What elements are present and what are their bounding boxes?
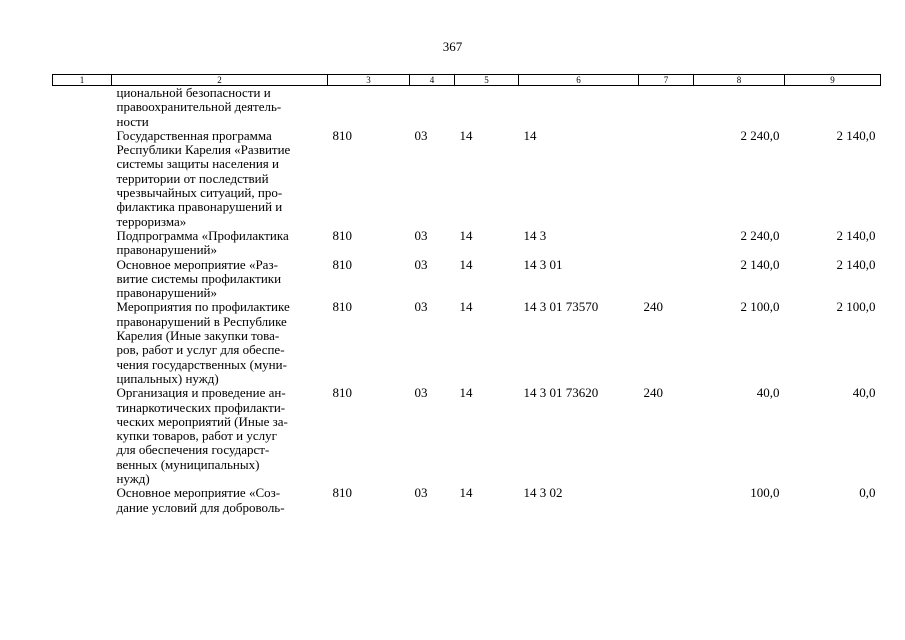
- column-number: 6: [519, 75, 639, 86]
- row-name-line: правонарушений в Республике: [116, 313, 287, 329]
- row-name-cell: [112, 300, 328, 386]
- admin-code-cell: 810: [332, 256, 352, 272]
- expense-type-cell: [639, 229, 694, 258]
- amount-year1-cell: 2 140,0: [740, 256, 780, 272]
- amount-year1-cell: 100,0: [750, 485, 780, 501]
- row-name-line: нужд): [116, 471, 150, 487]
- row-name-line: Основное мероприятие «Соз-: [116, 485, 281, 501]
- row-name-cell: [112, 486, 328, 515]
- row-name-line: терроризма»: [116, 213, 187, 229]
- row-name-cell: [112, 258, 328, 301]
- row-index-cell: [53, 229, 112, 258]
- column-number: 2: [112, 75, 328, 86]
- amount-year1-cell: 2 100,0: [740, 299, 780, 315]
- target-article-cell: 14 3 01 73620: [523, 385, 599, 401]
- subsection-cell: [455, 86, 519, 129]
- table-row: [53, 129, 881, 229]
- row-name-line: ческих мероприятий (Иные за-: [116, 413, 288, 429]
- column-number: 4: [410, 75, 455, 86]
- amount-year2-cell: 2 140,0: [836, 256, 876, 272]
- expense-type-cell: [639, 129, 694, 229]
- row-name-line: Организация и проведение ан-: [116, 385, 286, 401]
- row-name-line: витие системы профилактики: [116, 270, 282, 286]
- expense-type-cell: 240: [643, 385, 663, 401]
- row-name-line: тинаркотических профилакти-: [116, 399, 286, 415]
- row-name-line: правоохранительной деятель-: [116, 99, 282, 115]
- row-name-line: чрезвычайных ситуаций, про-: [116, 185, 283, 201]
- row-name-line: системы защиты населения и: [116, 156, 279, 172]
- amount-year2-cell: 2 100,0: [836, 299, 876, 315]
- amount-year2-cell: 2 140,0: [836, 127, 876, 143]
- amount-year2-cell: 0,0: [859, 485, 876, 501]
- table-row: [53, 486, 881, 515]
- row-name-cell: [112, 386, 328, 486]
- row-index-cell: [53, 386, 112, 486]
- row-name-cell: [112, 86, 328, 129]
- admin-code-cell: [328, 86, 410, 129]
- admin-code-cell: 810: [332, 385, 352, 401]
- row-index-cell: [53, 258, 112, 301]
- table-row: [53, 300, 881, 386]
- target-article-cell: 14 3 02: [523, 485, 563, 501]
- admin-code-cell: 810: [332, 299, 352, 315]
- admin-code-cell: 810: [332, 227, 352, 243]
- subsection-cell: 14: [459, 227, 473, 243]
- subsection-cell: 14: [459, 385, 473, 401]
- column-number: 8: [694, 75, 785, 86]
- amount-year1-cell: 2 240,0: [740, 227, 780, 243]
- section-cell: 03: [414, 127, 428, 143]
- table-row: [53, 258, 881, 301]
- row-name-cell: [112, 229, 328, 258]
- row-name-line: Основное мероприятие «Раз-: [116, 256, 278, 272]
- admin-code-cell: 810: [332, 485, 352, 501]
- section-cell: 03: [414, 299, 428, 315]
- row-name-line: Государственная программа: [116, 127, 272, 143]
- budget-table: [52, 74, 881, 515]
- row-index-cell: [53, 486, 112, 515]
- row-name-line: циональной безопасности и: [116, 85, 271, 100]
- section-cell: 03: [414, 256, 428, 272]
- target-article-cell: 14 3 01: [523, 256, 563, 272]
- page-number: 367: [442, 39, 463, 54]
- subsection-cell: 14: [459, 299, 473, 315]
- column-number: 1: [53, 75, 112, 86]
- row-name-cell: [112, 129, 328, 229]
- target-article-cell: 14 3 01 73570: [523, 299, 599, 315]
- expense-type-cell: [639, 258, 694, 301]
- expense-type-cell: [639, 486, 694, 515]
- section-cell: 03: [414, 385, 428, 401]
- row-name-line: дание условий для доброволь-: [116, 499, 285, 515]
- column-number: 3: [328, 75, 410, 86]
- target-article-cell: 14 3: [523, 227, 547, 243]
- subsection-cell: 14: [459, 127, 473, 143]
- row-name-line: правонарушений»: [116, 285, 217, 301]
- section-cell: 03: [414, 227, 428, 243]
- section-cell: 03: [414, 485, 428, 501]
- row-name-line: ности: [116, 113, 149, 129]
- row-name-line: территории от последствий: [116, 170, 269, 186]
- column-number-row: [53, 75, 881, 86]
- row-name-line: ципальных) нужд): [116, 370, 219, 386]
- row-name-line: чения государственных (муни-: [116, 356, 287, 372]
- column-number: 7: [639, 75, 694, 86]
- target-article-cell: 14: [523, 127, 537, 143]
- table-row: [53, 229, 881, 258]
- subsection-cell: 14: [459, 256, 473, 272]
- amount-year1-cell: 40,0: [756, 385, 780, 401]
- row-name-line: для обеспечения государст-: [116, 442, 270, 458]
- admin-code-cell: 810: [332, 127, 352, 143]
- amount-year2-cell: [785, 86, 881, 129]
- row-name-line: Республики Карелия «Развитие: [116, 142, 291, 158]
- row-name-line: Подпрограмма «Профилактика: [116, 227, 289, 243]
- row-index-cell: [53, 86, 112, 129]
- section-cell: [410, 86, 455, 129]
- table-row: [53, 386, 881, 486]
- row-name-line: правонарушений»: [116, 242, 217, 258]
- subsection-cell: 14: [459, 485, 473, 501]
- row-name-line: венных (муниципальных): [116, 456, 260, 472]
- column-number: 5: [455, 75, 519, 86]
- target-article-cell: [519, 86, 639, 129]
- row-name-line: филактика правонарушений и: [116, 199, 283, 215]
- row-index-cell: [53, 129, 112, 229]
- expense-type-cell: [639, 86, 694, 129]
- row-name-line: Мероприятия по профилактике: [116, 299, 290, 315]
- column-number: 9: [785, 75, 881, 86]
- row-name-line: ров, работ и услуг для обеспе-: [116, 342, 285, 358]
- amount-year1-cell: 2 240,0: [740, 127, 780, 143]
- amount-year2-cell: 40,0: [852, 385, 876, 401]
- expense-type-cell: 240: [643, 299, 663, 315]
- row-name-line: купки товаров, работ и услуг: [116, 428, 277, 444]
- row-index-cell: [53, 300, 112, 386]
- table-row: [53, 86, 881, 129]
- amount-year1-cell: [694, 86, 785, 129]
- row-name-line: Карелия (Иные закупки това-: [116, 328, 280, 344]
- amount-year2-cell: 2 140,0: [836, 227, 876, 243]
